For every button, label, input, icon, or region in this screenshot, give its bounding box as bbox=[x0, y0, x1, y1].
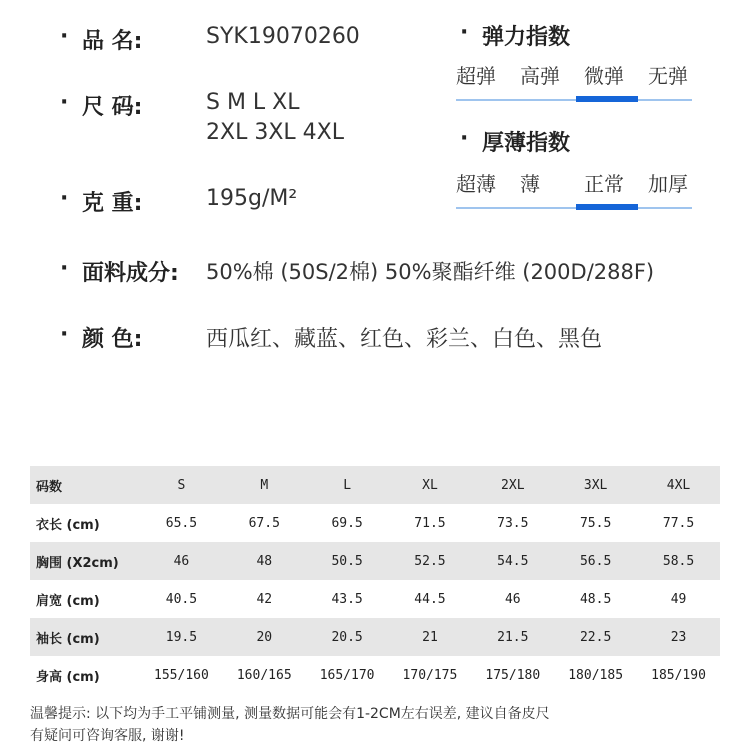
table-cell: 56.5 bbox=[579, 553, 612, 569]
bullet: · bbox=[60, 90, 69, 115]
note-line: 温馨提示: 以下均为手工平铺测量, 测量数据可能会有1-2CM左右误差, 建议自备皮尺 bbox=[30, 706, 550, 722]
table-cell: 21 bbox=[422, 629, 438, 645]
table-header-cell: 码数 bbox=[36, 479, 63, 495]
bullet: · bbox=[60, 186, 69, 211]
bullet: · bbox=[460, 20, 469, 45]
table-cell: 42 bbox=[256, 591, 273, 607]
spec-value: 西瓜红、藏蓝、红色、彩兰、白色、黑色 bbox=[206, 327, 603, 352]
table-header-cell: XL bbox=[422, 477, 438, 493]
table-header-cell: 3XL bbox=[583, 477, 608, 493]
meter-track bbox=[456, 99, 692, 101]
bullet: · bbox=[460, 126, 469, 151]
spec-value: 50%棉 (50S/2棉) 50%聚酯纤维 (200D/288F) bbox=[206, 260, 655, 284]
table-cell: 54.5 bbox=[497, 553, 529, 569]
meter-option: 薄 bbox=[520, 172, 540, 196]
meter-title: 弹力指数 bbox=[482, 25, 571, 50]
table-row bbox=[30, 542, 720, 580]
table-cell: 21.5 bbox=[497, 629, 529, 645]
table-cell: 52.5 bbox=[414, 553, 446, 569]
table-cell: 20.5 bbox=[331, 629, 363, 645]
table-header-cell: L bbox=[343, 477, 352, 493]
spec-label: 面料成分: bbox=[82, 261, 179, 286]
table-cell: 75.5 bbox=[579, 515, 612, 531]
table-cell: 155/160 bbox=[154, 667, 209, 683]
table-cell: 20 bbox=[256, 629, 273, 645]
meter-indicator bbox=[576, 96, 638, 102]
bullet: · bbox=[60, 24, 69, 49]
table-cell: 肩宽 (cm) bbox=[36, 593, 100, 609]
table-cell: 165/170 bbox=[319, 667, 375, 683]
spec-label: 克 重: bbox=[82, 191, 143, 216]
size-table bbox=[30, 466, 720, 694]
table-cell: 58.5 bbox=[662, 553, 695, 569]
table-cell: 71.5 bbox=[414, 515, 446, 531]
spec-value: 2XL 3XL 4XL bbox=[206, 120, 344, 145]
table-cell: 身高 (cm) bbox=[36, 669, 100, 685]
meter-indicator bbox=[576, 204, 638, 210]
spec-value: 195g/M² bbox=[206, 186, 298, 211]
table-cell: 46 bbox=[504, 591, 521, 607]
spec-value: SYK19070260 bbox=[206, 24, 360, 49]
table-cell: 185/190 bbox=[651, 667, 706, 683]
meter-option: 微弹 bbox=[584, 64, 624, 88]
meter-option: 超薄 bbox=[456, 172, 496, 196]
table-cell: 50.5 bbox=[331, 553, 363, 569]
table-cell: 衣长 (cm) bbox=[36, 517, 100, 533]
meter-option: 正常 bbox=[584, 172, 624, 196]
table-header-cell: 2XL bbox=[501, 477, 525, 493]
table-cell: 67.5 bbox=[248, 515, 280, 531]
table-cell: 袖长 (cm) bbox=[36, 631, 100, 647]
table-cell: 43.5 bbox=[331, 591, 363, 607]
table-cell: 77.5 bbox=[662, 515, 695, 531]
table-cell: 48 bbox=[256, 553, 273, 569]
bullet: · bbox=[60, 256, 69, 281]
bullet: · bbox=[60, 322, 69, 347]
table-cell: 49 bbox=[670, 591, 687, 607]
meter-title: 厚薄指数 bbox=[482, 131, 571, 156]
table-row bbox=[30, 580, 720, 618]
meter-track bbox=[456, 207, 692, 209]
meter-option: 无弹 bbox=[648, 64, 688, 88]
table-header-cell: S bbox=[177, 477, 186, 493]
table-cell: 46 bbox=[173, 553, 190, 569]
table-cell: 22.5 bbox=[579, 629, 612, 645]
table-row bbox=[30, 504, 720, 542]
table-cell: 48.5 bbox=[579, 591, 612, 607]
spec-label: 品 名: bbox=[82, 29, 143, 54]
table-header-cell: 4XL bbox=[666, 477, 691, 493]
table-row bbox=[30, 656, 720, 694]
table-header-cell: M bbox=[260, 477, 269, 493]
spec-value: S M L XL bbox=[206, 90, 300, 115]
table-cell: 40.5 bbox=[165, 591, 198, 607]
table-cell: 69.5 bbox=[331, 515, 363, 531]
table-cell: 175/180 bbox=[485, 667, 541, 683]
table-cell: 73.5 bbox=[497, 515, 529, 531]
meter-option: 加厚 bbox=[648, 172, 688, 196]
note-line: 有疑问可咨询客服, 谢谢! bbox=[30, 728, 185, 744]
spec-label: 尺 码: bbox=[82, 95, 143, 120]
table-cell: 65.5 bbox=[165, 515, 198, 531]
table-cell: 23 bbox=[670, 629, 687, 645]
spec-label: 颜 色: bbox=[82, 327, 143, 352]
table-cell: 44.5 bbox=[414, 591, 446, 607]
table-cell: 胸围 (X2cm) bbox=[36, 555, 119, 571]
meter-option: 超弹 bbox=[456, 64, 496, 88]
table-row bbox=[30, 618, 720, 656]
table-cell: 160/165 bbox=[236, 667, 292, 683]
table-header-row bbox=[30, 466, 720, 504]
meter-option: 高弹 bbox=[520, 64, 560, 88]
table-cell: 170/175 bbox=[402, 667, 458, 683]
table-cell: 19.5 bbox=[165, 629, 198, 645]
table-cell: 180/185 bbox=[568, 667, 624, 683]
measurement-note bbox=[30, 703, 730, 747]
